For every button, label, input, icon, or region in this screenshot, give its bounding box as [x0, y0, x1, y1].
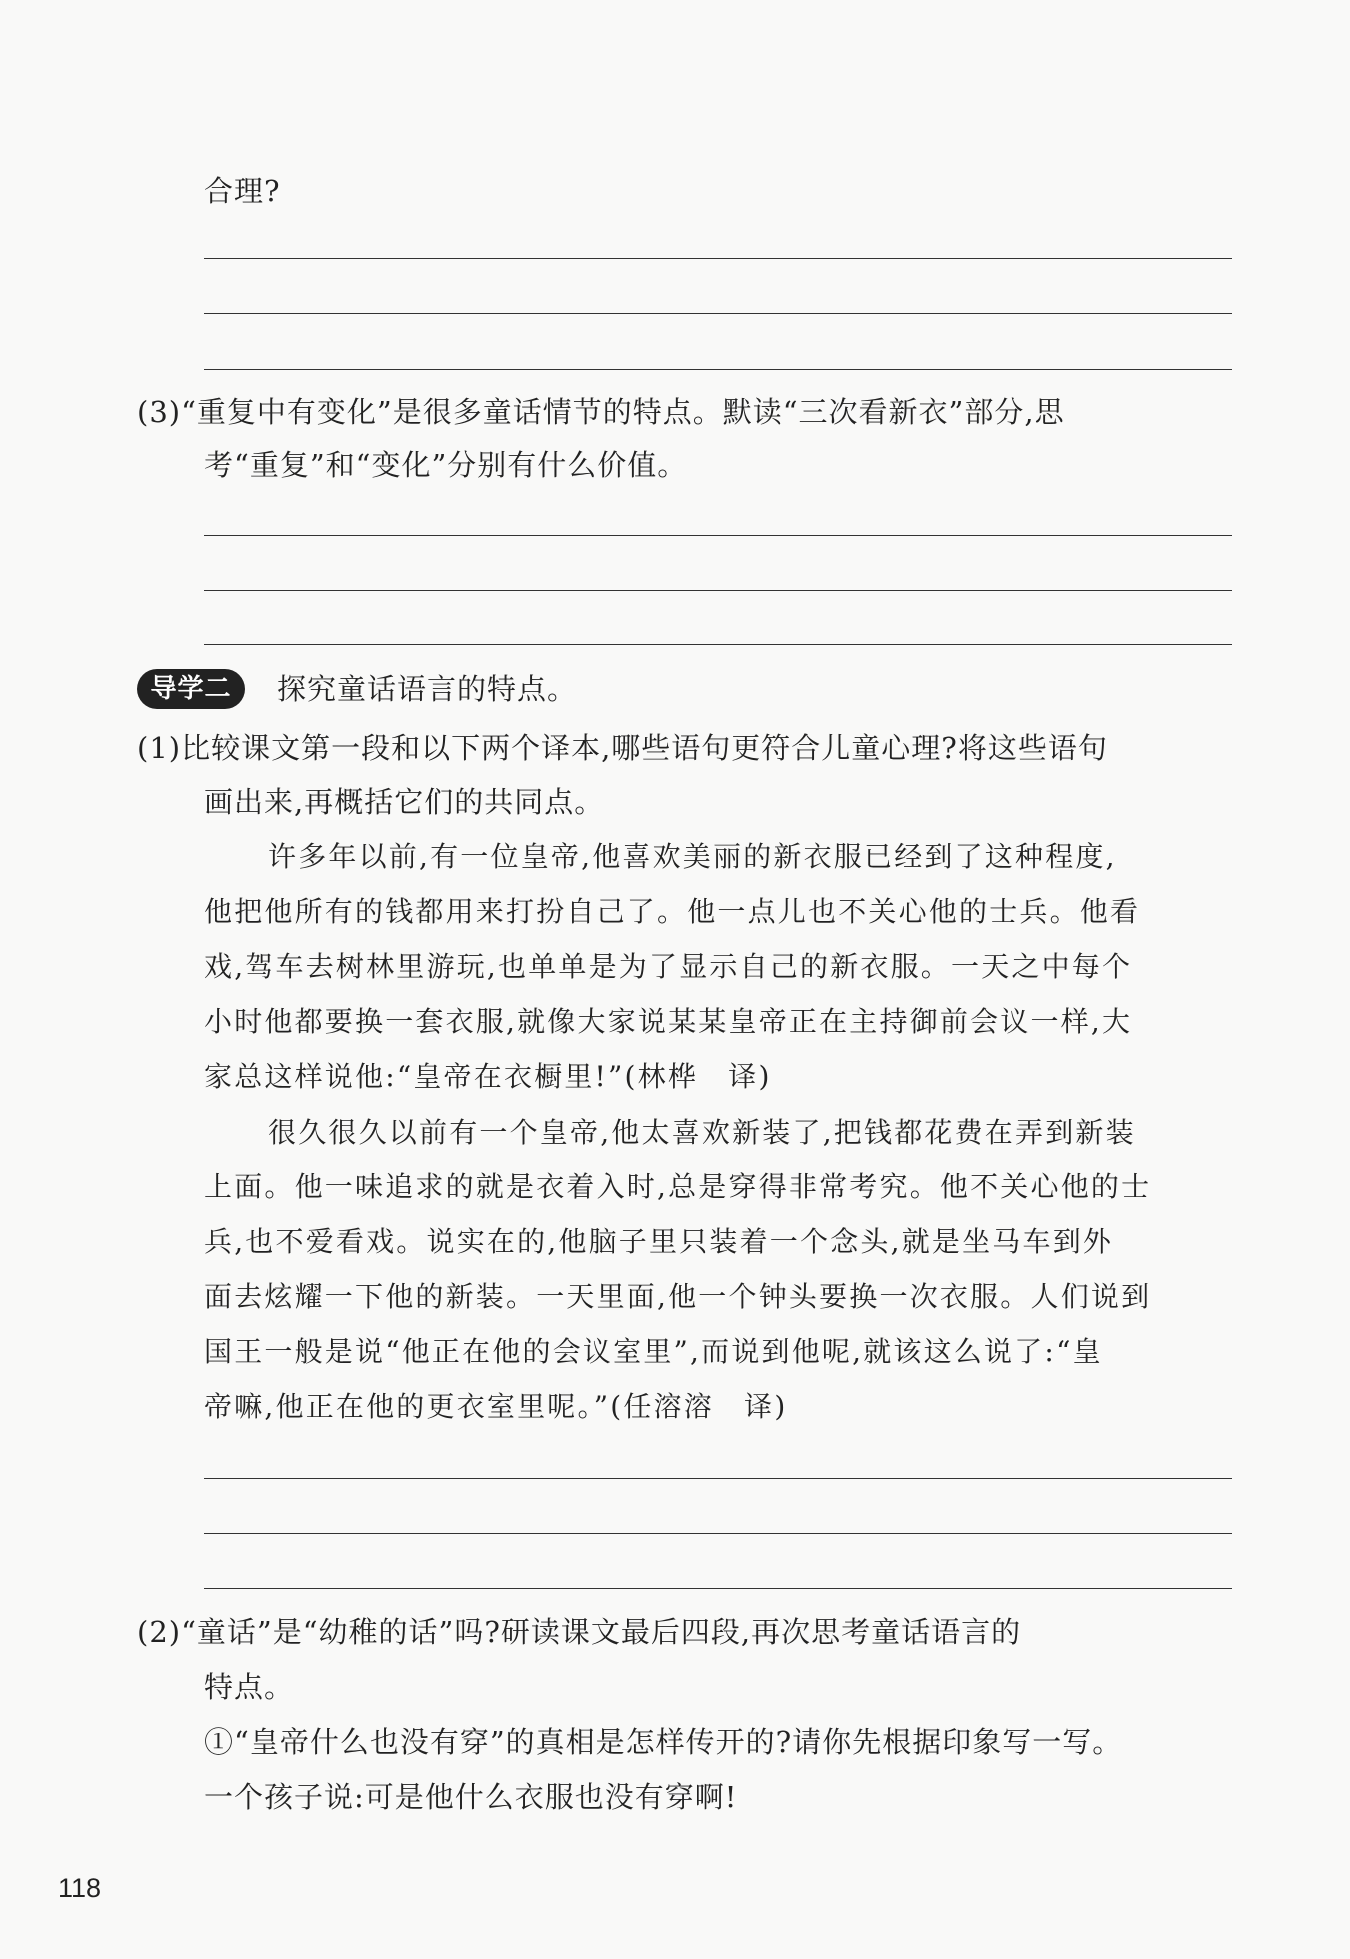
answer-line	[204, 1588, 1232, 1589]
question-3-line-2: 考“重复”和“变化”分别有什么价值。	[204, 448, 688, 482]
translation-1-line: 他把他所有的钱都用来打扮自己了。他一点儿也不关心他的士兵。他看	[204, 895, 1141, 928]
translation-2-line: 国王一般是说“他正在他的会议室里”,而说到他呢,就该这么说了:“皇	[204, 1335, 1103, 1368]
translation-2-line: 上面。他一味追求的就是衣着入时,总是穿得非常考究。他不关心他的士	[204, 1170, 1152, 1203]
translation-1-line: 戏,驾车去树林里游玩,也单单是为了显示自己的新衣服。一天之中每个	[204, 950, 1133, 983]
answer-line	[204, 535, 1232, 536]
question-1-line-1: (1)比较课文第一段和以下两个译本,哪些语句更符合儿童心理?将这些语句	[137, 731, 1108, 765]
sub-question-1: ①“皇帝什么也没有穿”的真相是怎样传开的?请你先根据印象写一写。	[204, 1725, 1123, 1759]
translation-2-line: 帝嘛,他正在他的更衣室里呢。”(任溶溶 译)	[204, 1390, 788, 1423]
translation-2-line: 兵,也不爱看戏。说实在的,他脑子里只装着一个念头,就是坐马车到外	[204, 1225, 1114, 1258]
question-2-line-1: (2)“童话”是“幼稚的话”吗?研读课文最后四段,再次思考童话语言的	[137, 1615, 1022, 1649]
answer-line	[204, 369, 1232, 370]
translation-1-line: 家总这样说他:“皇帝在衣橱里!”(林桦 译)	[204, 1060, 772, 1093]
answer-line	[204, 644, 1232, 645]
section-badge: 导学二	[137, 669, 245, 709]
question-2-line-2: 特点。	[204, 1670, 295, 1704]
page-number: 118	[58, 1873, 102, 1903]
translation-1-line: 许多年以前,有一位皇帝,他喜欢美丽的新衣服已经到了这种程度,	[268, 840, 1117, 873]
quoted-sentence: 一个孩子说:可是他什么衣服也没有穿啊!	[204, 1780, 738, 1814]
question-1-line-2: 画出来,再概括它们的共同点。	[204, 785, 605, 819]
question-continuation: 合理?	[204, 174, 281, 208]
translation-2-line: 很久很久以前有一个皇帝,他太喜欢新装了,把钱都花费在弄到新装	[268, 1116, 1136, 1149]
answer-line	[204, 258, 1232, 259]
answer-line	[204, 313, 1232, 314]
translation-2-line: 面去炫耀一下他的新装。一天里面,他一个钟头要换一次衣服。人们说到	[204, 1280, 1152, 1313]
answer-line	[204, 1533, 1232, 1534]
question-3-line-1: (3)“重复中有变化”是很多童话情节的特点。默读“三次看新衣”部分,思	[137, 395, 1065, 429]
answer-line	[204, 590, 1232, 591]
translation-1-line: 小时他都要换一套衣服,就像大家说某某皇帝正在主持御前会议一样,大	[204, 1005, 1133, 1038]
section-title: 探究童话语言的特点。	[277, 672, 578, 706]
answer-line	[204, 1478, 1232, 1479]
